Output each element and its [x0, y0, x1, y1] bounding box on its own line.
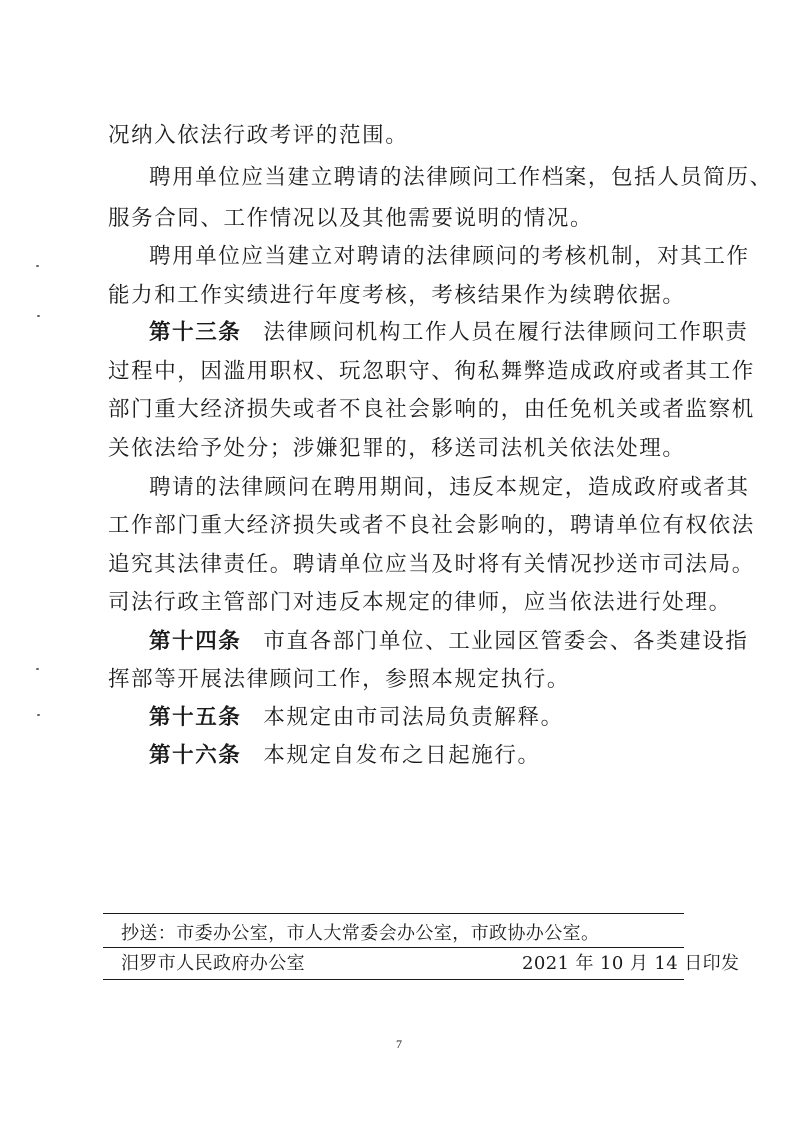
paragraph-line: 部门重大经济损失或者不良社会影响的，由任免机关或者监察机 — [108, 397, 755, 422]
footer-middle-rule — [103, 947, 684, 948]
paragraph-line: 聘请的法律顾问在聘用期间，违反本规定，造成政府或者其 — [149, 475, 750, 500]
paragraph-line: 本规定自发布之日起施行。 — [263, 743, 541, 768]
article-16-title: 第十六条 — [149, 743, 242, 768]
paragraph-line: 挥部等开展法律顾问工作，参照本规定执行。 — [108, 667, 571, 692]
paragraph-line: 过程中，因滥用职权、玩忽职守、徇私舞弊造成政府或者其工作 — [108, 359, 755, 384]
footer-top-rule — [103, 913, 684, 914]
paragraph-line: 能力和工作实绩进行年度考核，考核结果作为续聘依据。 — [108, 283, 686, 308]
scan-speck — [36, 265, 39, 267]
scan-speck — [37, 315, 40, 317]
paragraph-line: 聘用单位应当建立聘请的法律顾问工作档案，包括人员简历、 — [149, 165, 773, 190]
paragraph-line: 本规定由市司法局负责解释。 — [263, 705, 564, 730]
article-15-title: 第十五条 — [149, 705, 242, 730]
issuer: 汨罗市人民政府办公室 — [121, 953, 305, 974]
article-16 — [149, 745, 541, 767]
article-13-title: 第十三条 — [149, 320, 242, 345]
paragraph-line: 况纳入依法行政考评的范围。 — [108, 123, 409, 148]
paragraph-line: 市直各部门单位、工业园区管委会、各类建设指 — [263, 629, 749, 654]
article-15 — [149, 707, 564, 729]
paragraph-line: 关依法给予处分；涉嫌犯罪的，移送司法机关依法处理。 — [108, 436, 686, 461]
article-14-title: 第十四条 — [149, 629, 242, 654]
scan-speck — [37, 714, 40, 716]
article-14 — [149, 631, 749, 653]
paragraph-line: 服务合同、工作情况以及其他需要说明的情况。 — [108, 206, 594, 231]
footer-bottom-rule — [103, 979, 684, 980]
paragraph-line: 追究其法律责任。聘请单位应当及时将有关情况抄送市司法局。 — [108, 552, 755, 577]
paragraph-line: 工作部门重大经济损失或者不良社会影响的，聘请单位有权依法 — [108, 513, 755, 538]
page-number: 7 — [396, 1037, 402, 1051]
article-13 — [149, 322, 749, 344]
paragraph-line: 法律顾问机构工作人员在履行法律顾问工作职责 — [263, 320, 749, 345]
paragraph-line: 聘用单位应当建立对聘请的法律顾问的考核机制，对其工作 — [149, 244, 750, 269]
scan-speck — [36, 668, 39, 670]
issue-date: 2021 年 10 月 14 日印发 — [522, 953, 740, 974]
paragraph-line: 司法行政主管部门对违反本规定的律师，应当依法进行处理。 — [108, 590, 732, 615]
cc-line: 抄送：市委办公室，市人大常委会办公室，市政协办公室。 — [121, 923, 600, 944]
